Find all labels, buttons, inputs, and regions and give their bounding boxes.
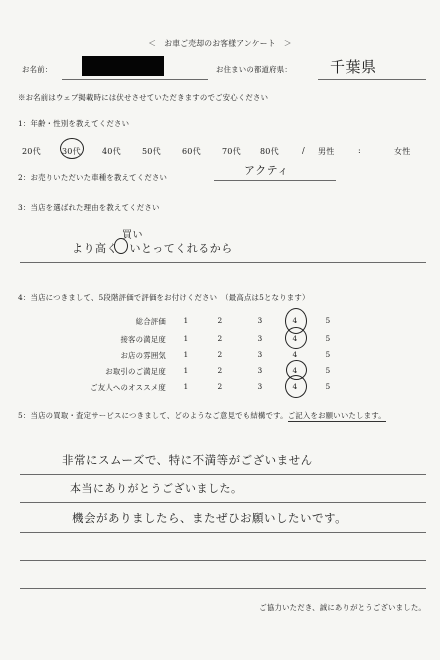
q4-row-label: ご友人へのオススメ度 (90, 383, 166, 392)
q3-label: 3：当店を選ばれた理由を教えてください (18, 203, 160, 212)
rating-1[interactable]: 1 (183, 316, 189, 325)
q5-answer-line: 機会がありましたら、またぜひお願いしたいです。 (72, 511, 348, 525)
rating-3[interactable]: 3 (257, 366, 263, 375)
rating-4[interactable]: 4 (292, 382, 298, 391)
rating-2[interactable]: 2 (217, 334, 223, 343)
name-label: お名前： (22, 65, 53, 74)
q4-row-label: 接客の満足度 (120, 335, 166, 344)
rating-3[interactable]: 3 (257, 334, 263, 343)
rating-1[interactable]: 1 (183, 382, 189, 391)
q4-row-label: お店の雰囲気 (120, 351, 166, 360)
rating-5[interactable]: 5 (325, 382, 331, 391)
q5-answer-line: 非常にスムーズで、特に不満等がございません (62, 453, 313, 467)
address-answer: 千葉県 (330, 58, 377, 76)
q5-label-emphasis: ご記入をお願いいたします。 (287, 411, 386, 420)
rating-1[interactable]: 1 (183, 334, 189, 343)
rating-4[interactable]: 4 (292, 316, 298, 325)
rating-selected-circle (285, 375, 307, 398)
rating-2[interactable]: 2 (217, 382, 223, 391)
rating-5[interactable]: 5 (325, 334, 331, 343)
q3-answer: より高く いとってくれるから (72, 242, 233, 255)
q4-row-label: お取引のご満足度 (105, 367, 166, 376)
q5-answer-line: 本当にありがとうございました。 (70, 482, 243, 495)
rating-1[interactable]: 1 (183, 366, 189, 375)
rating-1[interactable]: 1 (183, 350, 189, 359)
rating-3[interactable]: 3 (257, 316, 263, 325)
rating-2[interactable]: 2 (217, 316, 223, 325)
form-title: ＜ お車ご売却のお客様アンケート ＞ (148, 39, 292, 48)
rating-selected-circle (285, 327, 307, 349)
questionnaire-page: ＜ お車ご売却のお客様アンケート ＞ お名前： お住まいの都道府県： 千葉県 ※お名前はウェブ掲載時には伏せさせていただきますのでご安心ください 1：年齢・性別を教えてください 20代 30代 40代 50代 60代 70代 80代 / 男性 : 女性 2：お売りいただいた車種を教えてください アクティ 3：当店を選ばれた理由を教えてください 買い より高く いとってくれるから 4：当店につきまして、5段階評価で評価をお付けください （最高点は5となります） 総合評価 1 2 3 4 5 接客の満足度 1 2 3 4 5 お店の雰囲気 1 2 3 4 5 お取引のご満足度 1 2 3 4 5 ご友人へのオススメ度 1 2 3 4 5 5：当店の買取・査定サービスにつきまして、どのようなご意見でも結構です。ご記入をお願いいたします。 非常にスムーズで、特に不満等がございません 本当にありがとうございました。 機会がありましたら、またぜひお願いしたいです。 ご協力いただき、誠にありがとうございました。 (0, 0, 440, 660)
q2-label: 2：お売りいただいた車種を教えてください (18, 173, 168, 182)
footer-thanks: ご協力いただき、誠にありがとうございました。 (259, 603, 426, 612)
q2-answer: アクティ (244, 164, 289, 177)
rating-2[interactable]: 2 (217, 366, 223, 375)
rating-5[interactable]: 5 (325, 350, 331, 359)
q1-selected-circle (60, 138, 84, 159)
redacted-name (82, 56, 164, 76)
q4-label: 4：当店につきまして、5段階評価で評価をお付けください （最高点は5となります） (18, 293, 310, 302)
rating-5[interactable]: 5 (325, 366, 331, 375)
rating-4[interactable]: 4 (292, 350, 298, 359)
rating-2[interactable]: 2 (217, 350, 223, 359)
rating-4[interactable]: 4 (292, 366, 298, 375)
q1-label: 1：年齢・性別を教えてください (18, 119, 130, 128)
rating-4[interactable]: 4 (292, 334, 298, 343)
q5-label: 5：当店の買取・査定サービスにつきまして、どのようなご意見でも結構です。ご記入をお願いいたします。 (18, 411, 386, 420)
address-label: お住まいの都道府県： (216, 65, 292, 74)
rating-3[interactable]: 3 (257, 382, 263, 391)
rating-3[interactable]: 3 (257, 350, 263, 359)
rating-5[interactable]: 5 (325, 316, 331, 325)
q4-row-label: 総合評価 (135, 317, 166, 326)
privacy-note: ※お名前はウェブ掲載時には伏せさせていただきますのでご安心ください (18, 93, 269, 102)
q3-answer-insert: 買い (122, 230, 143, 241)
q3-insert-mark (114, 238, 128, 254)
